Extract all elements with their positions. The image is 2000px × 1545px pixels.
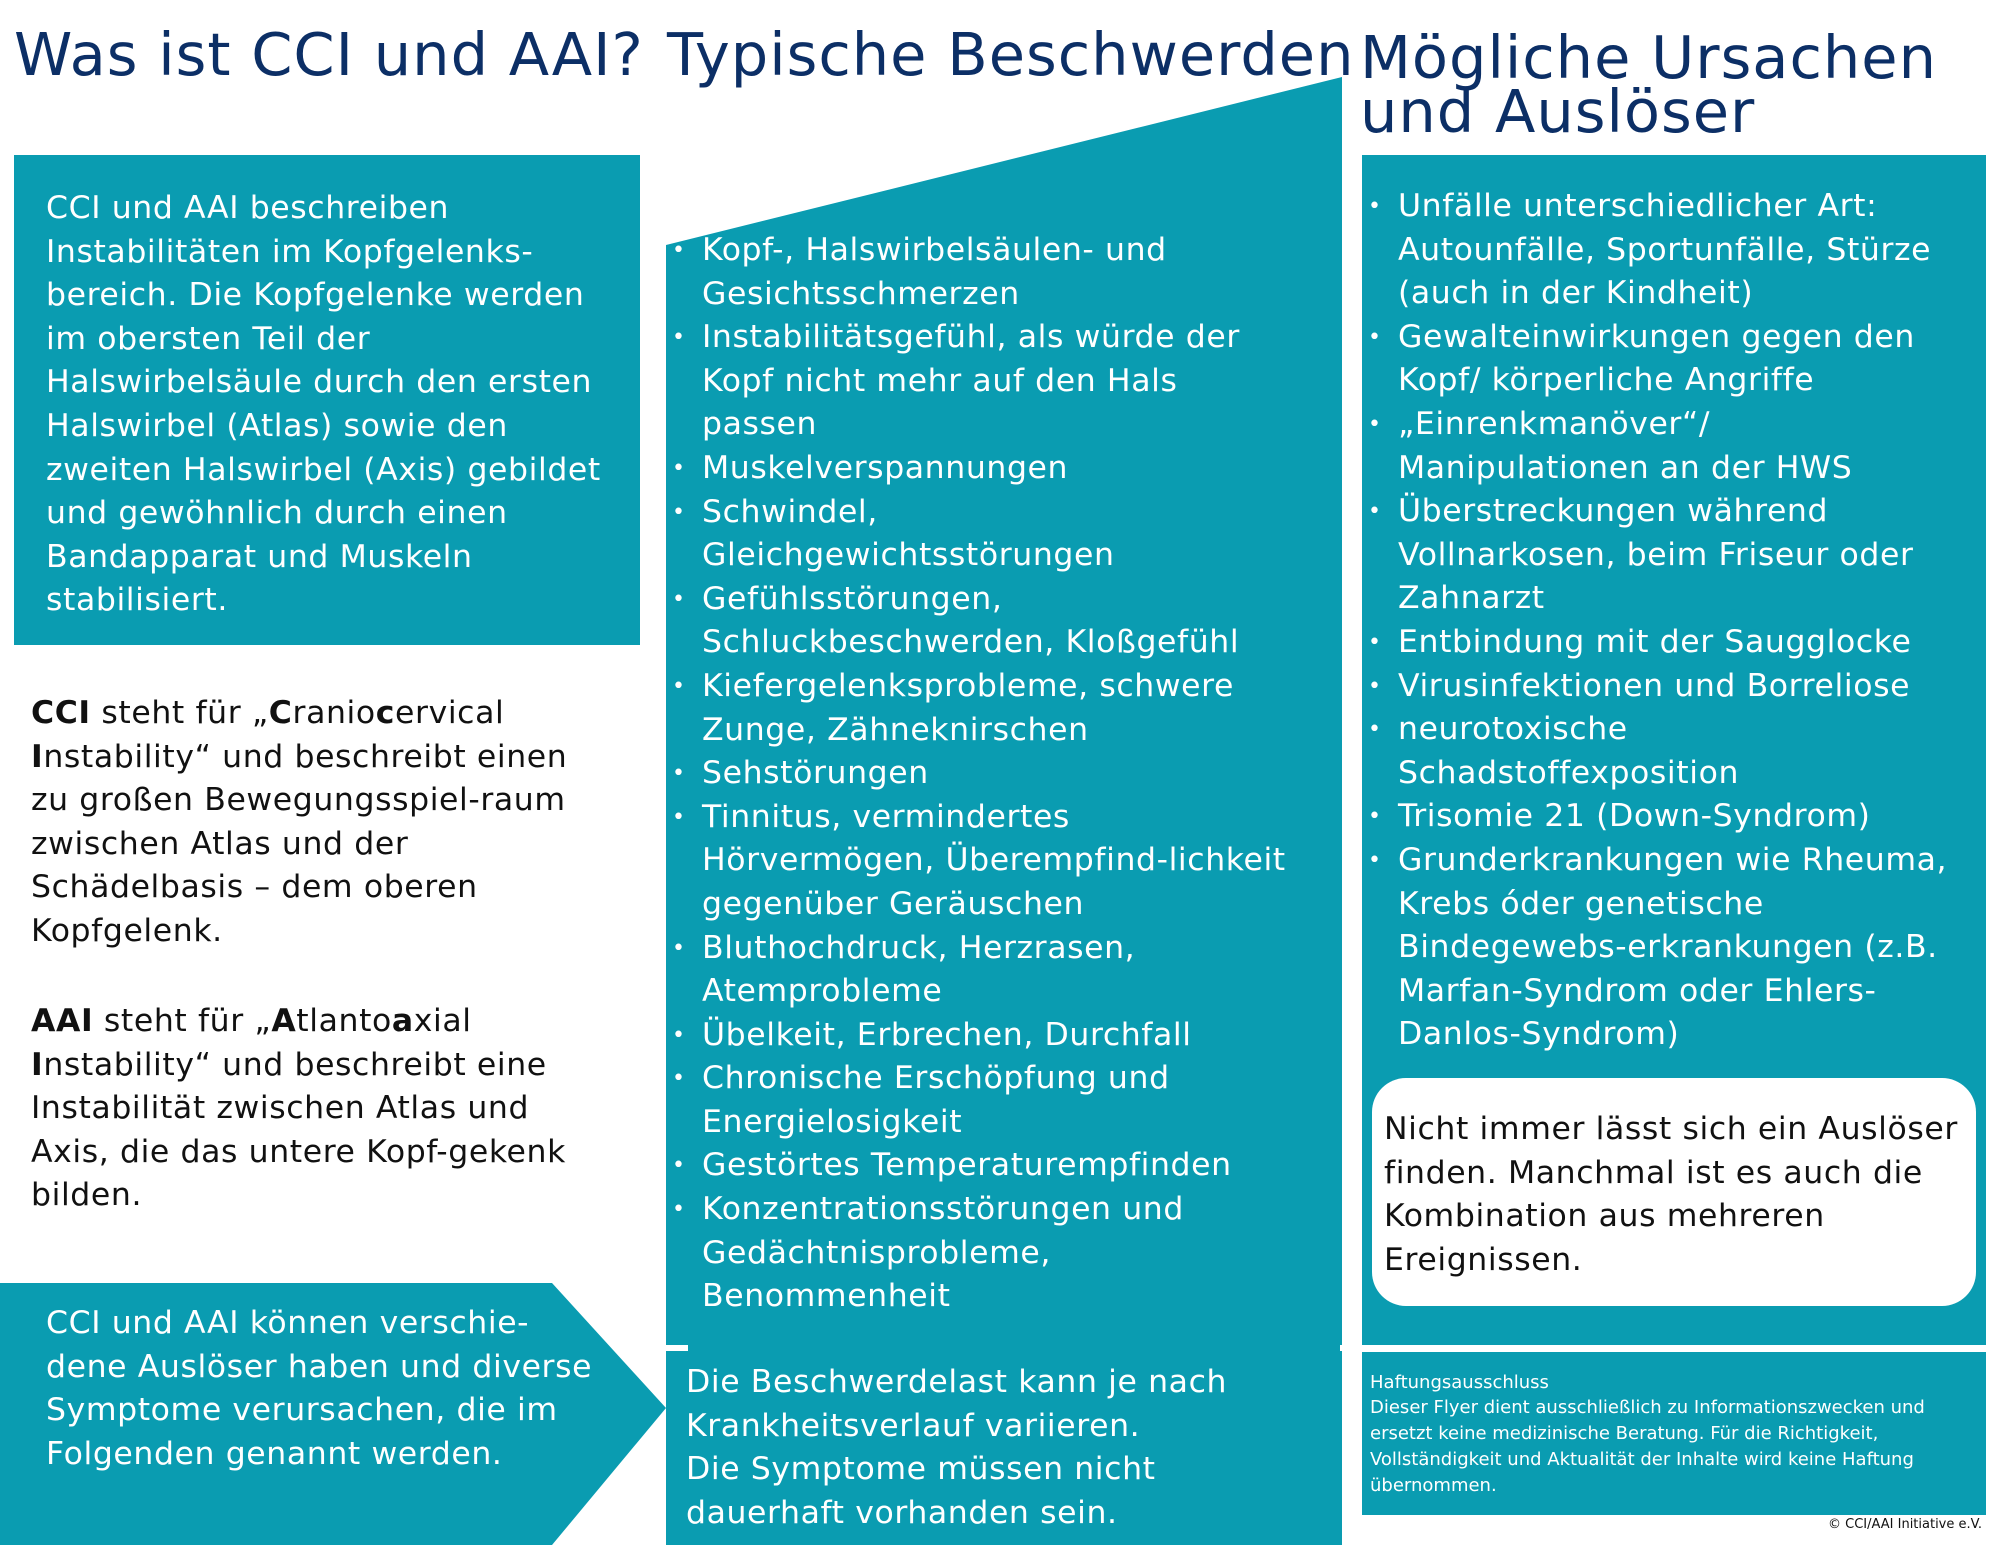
symptom-item: • Sehstörungen — [666, 752, 1286, 796]
aai-abbr: AAI — [31, 1003, 94, 1039]
cci-t2: ranio — [292, 695, 376, 731]
copyright: © CCI/AAI Initiative e.V. — [1828, 1517, 1982, 1532]
cci-k1: C — [268, 695, 293, 731]
symptom-item: • Chronische Erschöpfung und Energielosigkeit — [666, 1057, 1286, 1144]
cause-item: • neurotoxische Schadstoffexposition — [1362, 708, 1962, 795]
cause-item: • Entbindung mit der Saugglocke — [1362, 621, 1962, 665]
cci-t1: steht für „ — [90, 695, 269, 731]
cci-k2: c — [375, 695, 396, 731]
right-divider — [1362, 1345, 1986, 1351]
symptoms-list — [666, 229, 1286, 1319]
cause-item: • Gewalteinwirkungen gegen den Kopf/ körperliche Angriffe — [1362, 316, 1962, 403]
cause-item: • Virusinfektionen und Borreliose — [1362, 665, 1962, 709]
left-heading: Was ist CCI und AAI? — [14, 20, 644, 89]
aai-k3: I — [31, 1046, 44, 1083]
right-heading-line1: Mögliche Ursachen — [1360, 23, 1937, 92]
causes-list — [1362, 185, 1962, 1057]
symptom-item: • Schwindel, Gleichgewichtsstörungen — [666, 491, 1286, 578]
symptoms-footer-line1: Die Beschwerdelast kann je nach Krankheitsverlauf variieren. — [686, 1364, 1228, 1444]
aai-k2: a — [391, 1003, 414, 1039]
symptom-item: • Übelkeit, Erbrechen, Durchfall — [666, 1014, 1286, 1058]
aai-t1: steht für „ — [93, 1003, 272, 1039]
disclaimer-text: Dieser Flyer dient ausschließlich zu Informationszwecken und ersetzt keine medizinische Beratung. Für die Richtigkeit, Vollständigkeit und Aktualität der Inhalte wird keine Haftung übernommen. — [1370, 1397, 1925, 1496]
symptom-item: • Bluthochdruck, Herzrasen, Atemprobleme — [666, 927, 1286, 1014]
cause-item: • Trisomie 21 (Down-Syndrom) — [1362, 795, 1962, 839]
symptom-item: • Muskelverspannungen — [666, 447, 1286, 491]
symptom-item: • Instabilitätsgefühl, als würde der Kopf nicht mehr auf den Hals passen — [666, 316, 1286, 447]
symptoms-footer-line2: Die Symptome müssen nicht dauerhaft vorhanden sein. — [686, 1451, 1156, 1531]
intro-text-content: CCI und AAI beschreiben Instabilitäten im Kopfgelenks-bereich. Die Kopfgelenke werden im obersten Teil der Halswirbelsäule durch den ersten Halswirbel (Atlas) sowie den zweiten Halswirbel (Axis) gebildet und gewöhnlich durch einen Bandapparat und Muskeln stabilisiert. — [46, 190, 601, 619]
cci-definition — [31, 692, 611, 954]
aai-definition — [31, 1000, 611, 1218]
cci-t3: ervical — [395, 695, 505, 731]
right-heading-line2: und Auslöser — [1360, 77, 1756, 146]
cci-k3: I — [31, 738, 44, 775]
symptom-item: • Kopf-, Halswirbelsäulen- und Gesichtsschmerzen — [666, 229, 1286, 316]
aai-t4: nstability“ und beschreibt eine Instabilität zwischen Atlas und Axis, die das untere Kopf-gekenk bilden. — [31, 1046, 566, 1214]
aai-t2: tlanto — [296, 1003, 392, 1039]
symptom-item: • Kiefergelenksprobleme, schwere Zunge, Zähneknirschen — [666, 665, 1286, 752]
disclaimer-box — [1362, 1352, 1986, 1515]
disclaimer-title: Haftungsausschluss — [1370, 1372, 1549, 1393]
cci-t4: nstability“ und beschreibt einen zu großen Bewegungsspiel-raum zwischen Atlas und der Schädelbasis – dem oberen Kopfgelenk. — [31, 738, 568, 949]
symptom-item: • Gestörtes Temperaturempfinden — [666, 1144, 1286, 1188]
intro-text — [46, 187, 614, 623]
symptom-item: • Tinnitus, vermindertes Hörvermögen, Überempfind-lichkeit gegenüber Geräuschen — [666, 796, 1286, 927]
note-text: Nicht immer lässt sich ein Auslöser finden. Manchmal ist es auch die Kombination aus mehreren Ereignissen. — [1384, 1111, 1958, 1278]
symptom-item: • Gefühlsstörungen, Schluckbeschwerden, Kloßgefühl — [666, 578, 1286, 665]
cci-abbr: CCI — [31, 695, 91, 731]
aai-t3: xial — [413, 1003, 472, 1039]
cause-item: • Grunderkrankungen wie Rheuma, Krebs óder genetische Bindegewebs-erkrankungen (z.B. Marfan-Syndrom oder Ehlers-Danlos-Syndrom) — [1362, 839, 1962, 1057]
cause-item: • Überstreckungen während Vollnarkosen, beim Friseur oder Zahnarzt — [1362, 490, 1962, 621]
note-bubble — [1372, 1078, 1976, 1306]
arrow-box-text: CCI und AAI können verschie-dene Auslöser haben und diverse Symptome verursachen, die im Folgenden genannt werden. — [46, 1305, 593, 1472]
cause-item: • Unfälle unterschiedlicher Art: Autounfälle, Sportunfälle, Stürze (auch in der Kindheit) — [1362, 185, 1962, 316]
intro-box — [14, 155, 640, 645]
cause-item: • „Einrenkmanöver“/ Manipulationen an der HWS — [1362, 403, 1962, 490]
middle-heading: Typische Beschwerden — [667, 20, 1355, 89]
aai-k1: A — [271, 1003, 297, 1039]
symptoms-footer-box — [666, 1351, 1342, 1545]
symptom-item: • Konzentrationsstörungen und Gedächtnisprobleme, Benommenheit — [666, 1188, 1286, 1319]
